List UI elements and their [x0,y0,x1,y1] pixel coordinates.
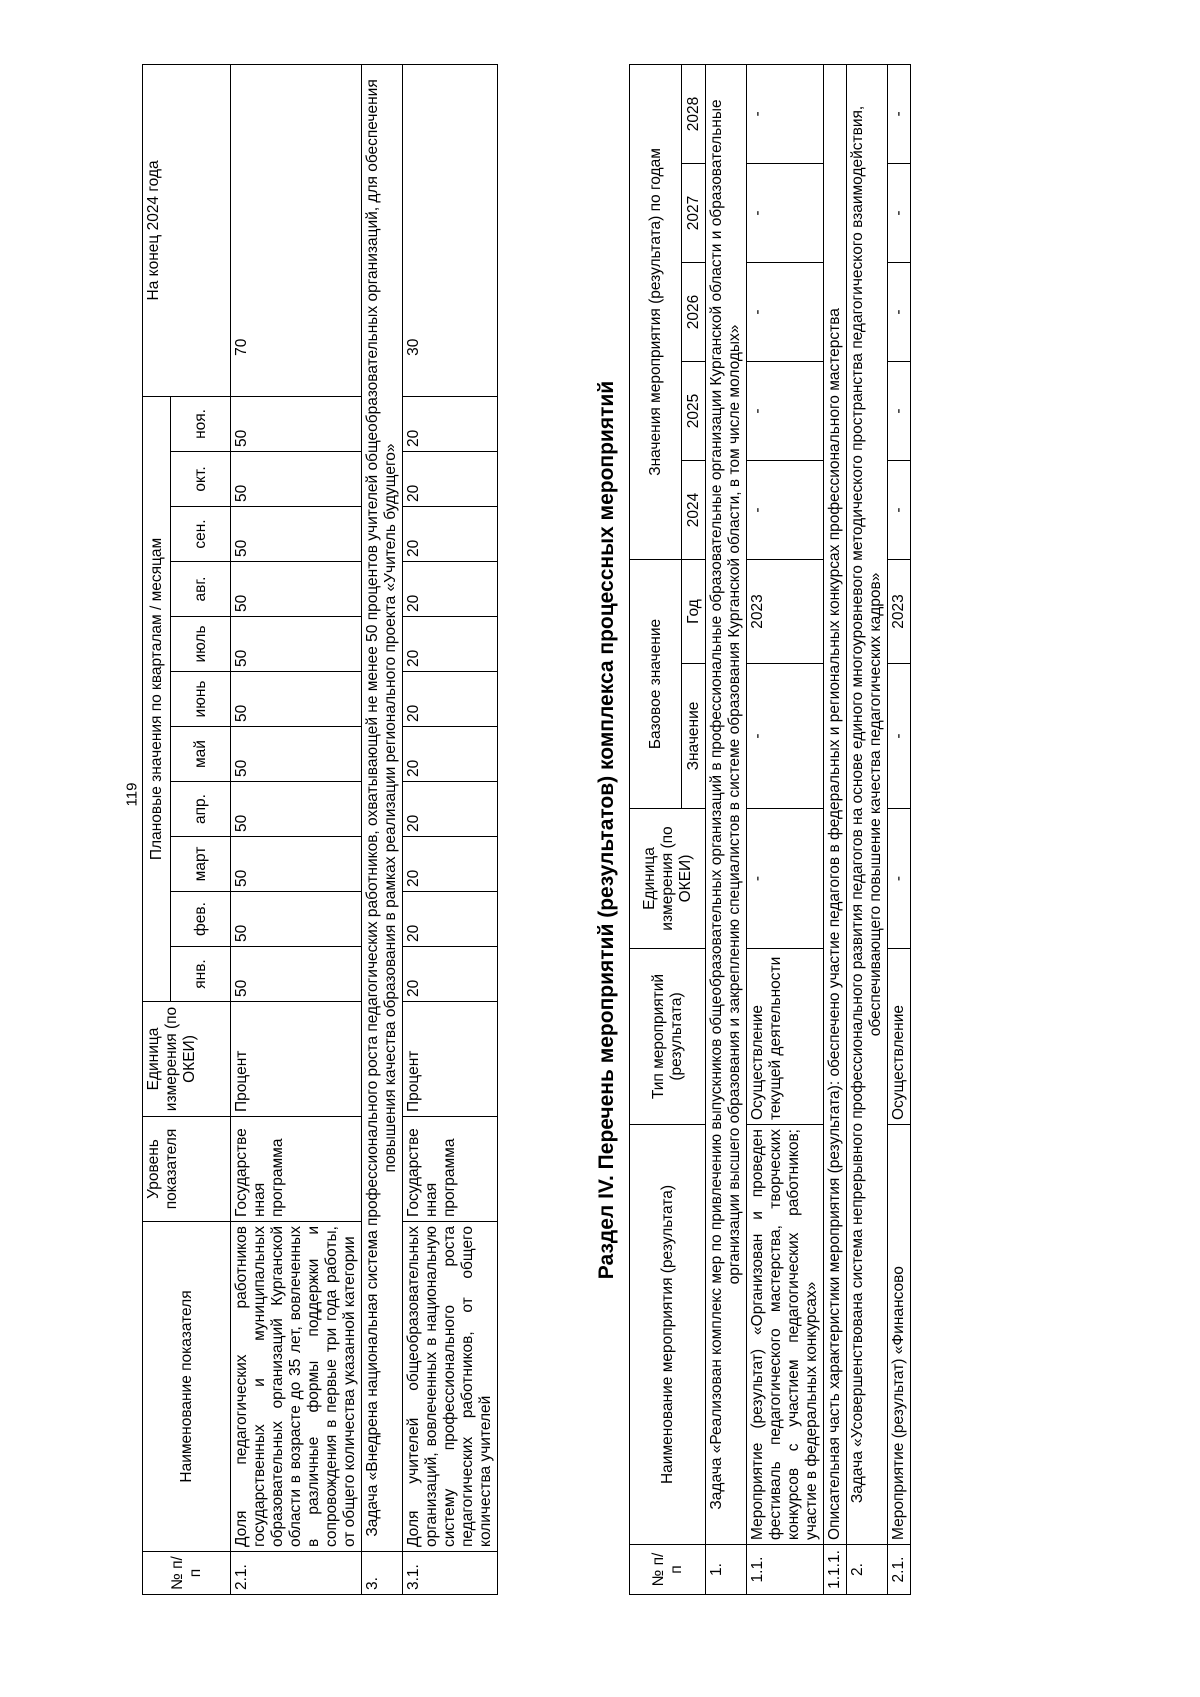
cell-value: 20 [403,507,498,562]
header-unit: Единица измерения (по ОКЕИ) [143,1002,231,1117]
cell-value: 20 [403,562,498,617]
cell-name: Мероприятие (результат) «Организован и проведен фестиваль педагогического мастерства, творческих конкурсов с участием педагогических работников; участие в федеральных конкурсах» [747,1125,824,1545]
cell-value: - [747,361,824,460]
events-table [629,64,911,1595]
task-row [706,64,747,1594]
header-values-by-year: Значения мероприятия (результата) по годам [630,64,682,559]
cell-value: - [747,163,824,262]
cell-value: 20 [403,452,498,507]
header-month: фев. [171,892,231,947]
header-plan: Плановые значения по кварталам / месяцам [143,396,171,1001]
header-level: Уровень показателя [143,1117,231,1222]
cell-unit: - [747,809,824,949]
indicators-block [142,65,612,1595]
cell-type: Осуществление [888,949,911,1125]
header-type: Тип мероприятий (результата) [630,949,706,1125]
header-month: янв. [171,947,231,1002]
cell-name: Доля учителей общеобразовательных организаций, вовлеченных в национальную систему профессионального роста педагогических работников, от общего количества учителей [403,1222,498,1552]
task-text: Задача «Внедрена национальная система профессионального роста педагогических работников, охватывающей не менее 50 процентов учителей общеобразовательных организаций, для обеспечения повышения качества образования в рамках реализации регионального проекта «Учитель будущего» [362,64,403,1551]
header-name: Наименование мероприятия (результата) [630,1125,706,1545]
header-base-year: Год [682,559,706,663]
indicators-table [142,64,498,1595]
cell-value: 50 [231,892,362,947]
table-row [888,64,911,1594]
task-row [362,64,403,1594]
header-year-end: На конец 2024 года [143,64,231,396]
cell-value: - [888,262,911,361]
cell-value: 50 [231,837,362,892]
cell-value: 20 [403,837,498,892]
header-year: 2025 [682,361,706,460]
events-block [585,65,1105,1595]
cell-num: 2.1. [888,1545,911,1595]
cell-value: 50 [231,727,362,782]
header-month: июнь [171,672,231,727]
cell-value: 50 [231,782,362,837]
header-name: Наименование показателя [143,1222,231,1552]
header-base-value: Значение [682,664,706,809]
cell-base-year: 2023 [747,559,824,663]
cell-type: Осуществление текущей деятельности [747,949,824,1125]
cell-value: - [888,460,911,559]
cell-base-year: 2023 [888,559,911,663]
cell-base-value: - [888,664,911,809]
cell-year-end: 30 [403,64,498,396]
cell-value: - [747,460,824,559]
cell-value: 50 [231,452,362,507]
cell-level: Государственная программа [403,1117,498,1222]
cell-value: 50 [231,507,362,562]
header-month: май [171,727,231,782]
cell-value: 20 [403,396,498,451]
header-month: сен. [171,507,231,562]
cell-value: 20 [403,947,498,1002]
cell-value: 20 [403,617,498,672]
header-unit: Единица измерения (по ОКЕИ) [630,809,706,949]
cell-year-end: 70 [231,64,362,396]
cell-value: 50 [231,947,362,1002]
header-month: март [171,837,231,892]
cell-num: 1. [706,1545,747,1595]
section-title: Раздел IV. Перечень мероприятий (результатов) комплекса процессных мероприятий [595,380,618,1280]
table-row [747,64,824,1594]
header-num: № п/п [143,1552,231,1595]
cell-value: - [747,262,824,361]
cell-base-value: - [747,664,824,809]
cell-value: 50 [231,617,362,672]
task-text: Задача «Усовершенствована система непрерывного профессионального развития педагогов на основе единого многоуровневого методического пространства педагогического взаимодействия, обеспечивающего повышение качества педагогических кадров» [847,64,888,1544]
cell-num: 3.1. [403,1552,498,1595]
cell-num: 3. [362,1552,403,1595]
description-row [824,64,847,1594]
cell-unit: Процент [403,1002,498,1117]
cell-value: 20 [403,782,498,837]
cell-num: 2. [847,1545,888,1595]
cell-unit: Процент [231,1002,362,1117]
table-row [231,64,362,1594]
header-month: окт. [171,452,231,507]
cell-value: 50 [231,672,362,727]
cell-name: Доля педагогических работников государственных и муниципальных образовательных организаций Курганской области в возрасте до 35 лет, вовлеченных в различные формы поддержки и сопровождения в первые три года работы, от общего количества указанной категории [231,1222,362,1552]
header-year: 2028 [682,64,706,163]
cell-value: 50 [231,396,362,451]
cell-unit: - [888,809,911,949]
header-month: апр. [171,782,231,837]
cell-value: 20 [403,892,498,947]
header-year: 2026 [682,262,706,361]
header-month: ноя. [171,396,231,451]
header-year: 2027 [682,163,706,262]
task-row [847,64,888,1594]
header-month: авг. [171,562,231,617]
cell-value: - [888,64,911,163]
header-num: № п/п [630,1545,706,1595]
cell-num: 1.1.1. [824,1545,847,1595]
cell-num: 2.1. [231,1552,362,1595]
cell-name: Мероприятие (результат) «Финансово [888,1125,911,1545]
description-text: Описательная часть характеристики мероприятия (результата): обеспечено участие педагогов в федеральных и региональных конкурсах профессионального мастерства [824,64,847,1544]
header-base: Базовое значение [630,559,682,808]
cell-level: Государственная программа [231,1117,362,1222]
cell-value: 20 [403,727,498,782]
task-text: Задача «Реализован комплекс мер по привлечению выпускников общеобразовательных организаций в профессиональные образовательные организации Курганской области и образовательные организации высшего образования и закреплению специалистов в системе образования Курганской области, в том числе молодых» [706,64,747,1544]
cell-value: 50 [231,562,362,617]
header-month: июль [171,617,231,672]
cell-value: - [747,64,824,163]
header-year: 2024 [682,460,706,559]
cell-value: - [888,163,911,262]
cell-value: 20 [403,672,498,727]
table-row [403,64,498,1594]
cell-value: - [888,361,911,460]
page-number: 119 [123,782,141,807]
cell-num: 1.1. [747,1545,824,1595]
